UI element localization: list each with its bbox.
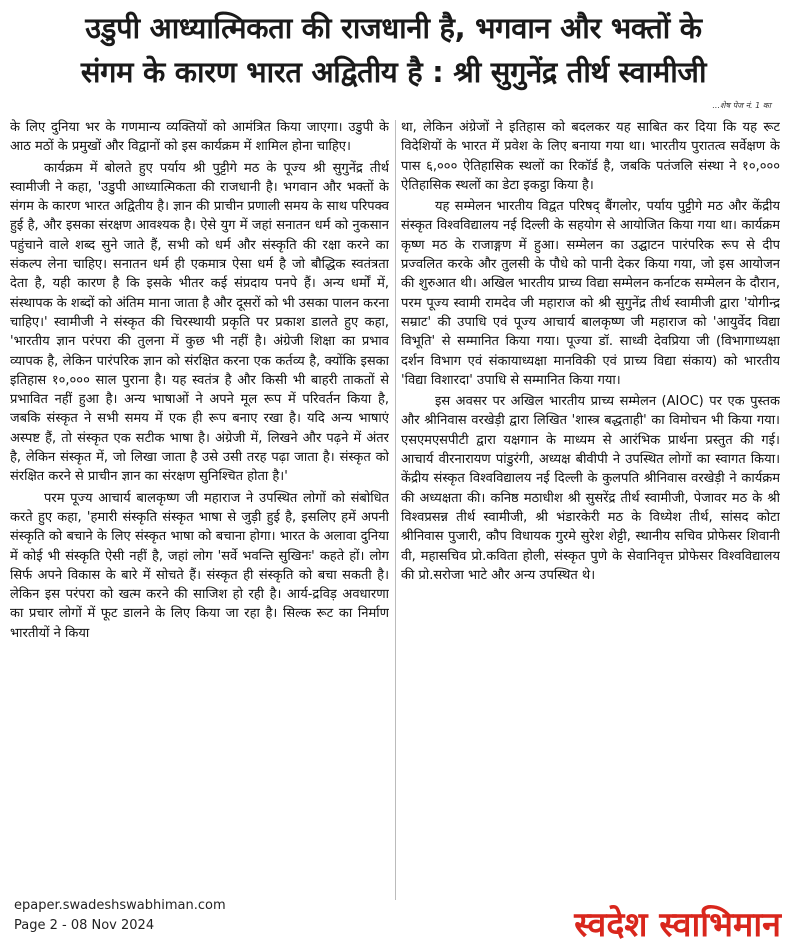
page-date: Page 2 - 08 Nov 2024 <box>14 918 155 933</box>
left-column <box>10 118 389 903</box>
left-paragraph-3: परम पूज्य आचार्य बालकृष्ण जी महाराज ने उपस्थित लोगों को संबोधित करते हुए कहा, 'हमारी संस्कृति संस्कृत भाषा से जुड़ी हुई है, इसलिए हमें अपनी संस्कृति को बचाने के लिए संस्कृत भाषा को बचाना होगा। भारत के अलावा दुनिया में कोई भी संस्कृति ऐसी नहीं है, जहां लोग 'सर्वे भवन्ति सुखिनः' कहते हों। लोग सिर्फ अपने विकास के बारे में सोचते हैं। संस्कृत ही संस्कृति को बचा सकती है। लेकिन इस परंपरा को खत्म करने की साजिश हो रही है। आर्य-द्रविड़ अवधारणा का प्रचार लोगों में फूट डालने के लिए किया जा रहा है। सिल्क रूट का निर्माण भारतीयों ने किया <box>10 490 389 641</box>
right-paragraph-2: यह सम्मेलन भारतीय विद्वत परिषद् बैंगलोर, पर्याय पुट्टीगे मठ और केंद्रीय संस्कृत विश्वविद्यालय नई दिल्ली के सहयोग से आयोजित किया गया था। कार्यक्रम कृष्ण मठ के राजाङ्गण में हुआ। सम्मेलन का उद्घाटन पारंपरिक रूप से दीप प्रज्वलित करके और तुलसी के पौधे को पानी देकर किया गया, जो इस आयोजन की शुरुआत थी। अखिल भारतीय प्राच्य विद्या सम्मेलन कर्नाटक सम्मेलन के दौरान, परम पूज्य स्वामी रामदेव जी महाराज को श्री सुगुनेंद्र तीर्थ स्वामीजी द्वारा 'योगीन्द्र सम्राट' की उपाधि एवं पूज्य आचार्य बालकृष्ण जी महाराज को 'आयुर्वेद विद्या विभूति' से सम्मानित किया गया। पूज्या डॉ. साध्वी देवप्रिया जी (विभागाध्यक्षा दर्शन विभाग एवं संकायाध्यक्षा मानविकी एवं प्राच्य विद्या संकाय) को भारतीय 'विद्या विशारदा' उपाधि से सम्मानित किया गया। <box>401 199 780 388</box>
right-paragraph-3: इस अवसर पर अखिल भारतीय प्राच्य सम्मेलन (AIOC) पर एक पुस्तक और श्रीनिवास वरखेड़ी द्वारा लिखित 'शास्त्र बद्धताही' का विमोचन भी किया गया। एसएमएसपीटी द्वारा यक्षगान के माध्यम से आरंभिक प्रार्थना प्रस्तुत की गई। आचार्य वीरनारायण पांडुरंगी, अध्यक्ष बीवीपी ने उपस्थित लोगों का स्वागत किया। केंद्रीय संस्कृत विश्वविद्यालय नई दिल्ली के कुलपति श्रीनिवास वरखेड़ी ने कार्यक्रम की अध्यक्षता की। कनिष्ठ मठाधीश श्री सुसरेंद्र तीर्थ स्वामीजी, पेजावर मठ के श्री विश्वप्रसन्न तीर्थ स्वामीजी, श्री भंडारकेरी मठ के विध्येश तीर्थ, सांसद कोटा श्रीनिवास पुजारी, कौप विधायक गुरमे सुरेश शेट्टी, स्थानीय सचिव प्रोफेसर शिवानी वी, महासचिव प्रो.कविता होली, संस्कृत पुणे के सेवानिवृत्त प्रोफेसर विश्वविद्यालय की प्रो.सरोजा भाटे और अन्य उपस्थित थे। <box>401 394 780 583</box>
left-paragraph-1: के लिए दुनिया भर के गणमान्य व्यक्तियों को आमंत्रित किया जाएगा। उडुपी के आठ मठों के प्रमुखों और विद्वानों को इस कार्यक्रम में शामिल होना चाहिए। <box>10 120 389 155</box>
right-paragraph-1: था, लेकिन अंग्रेजों ने इतिहास को बदलकर यह साबित कर दिया कि यह रूट विदेशियों के भारत में प्रवेश के लिए बनाया गया था। भारतीय पुरातत्व सर्वेक्षण के पास ६,००० ऐतिहासिक स्थलों का रिकॉर्ड है, जबकि पतंजलि संस्था ने १०,००० ऐतिहासिक स्थलों का डेटा इकट्ठा किया है। <box>401 120 780 193</box>
column-divider <box>395 120 396 900</box>
headline-line-2: संगम के कारण भारत अद्वितीय है : श्री सुगुनेंद्र तीर्थ स्वामीजी <box>80 55 707 89</box>
continued-note: ...शेष पेज नं. 1 का <box>712 101 771 110</box>
article-columns <box>10 118 780 903</box>
epaper-url[interactable]: epaper.swadeshswabhiman.com <box>14 898 226 913</box>
newspaper-masthead-logo: स्वदेश स्वाभिमान <box>574 905 781 945</box>
left-paragraph-2: कार्यक्रम में बोलते हुए पर्याय श्री पुट्टीगे मठ के पूज्य श्री सुगुनेंद्र तीर्थ स्वामीजी ने कहा, 'उडुपी आध्यात्मिकता की राजधानी है। भगवान और भक्तों के संगम के कारण भारत अद्वितीय है। ज्ञान की प्राचीन प्रणाली समय के साथ परिपक्व हुई है, और इसका संरक्षण आवश्यक है। ऐसे युग में जहां सनातन धर्म को नुकसान पहुंचाने वाले शब्द सुने जाते हैं, सभी को धर्म और संस्कृति की रक्षा करने का संकल्प लेना चाहिए। सनातन धर्म ही एकमात्र ऐसा धर्म है जो बौद्धिक स्वतंत्रता देता है, यही कारण है कि इसके भीतर कई संप्रदाय पनपे हैं। अन्य धर्मों में, संस्थापक के शब्दों को अंतिम माना जाता है और दूसरों को भी उसका पालन करना चाहिए।' स्वामीजी ने संस्कृत की चिरस्थायी प्रकृति पर प्रकाश डालते हुए कहा, 'भारतीय ज्ञान परंपरा की तुलना में कुछ भी नहीं है। अंग्रेजी शिक्षा का प्रभाव व्यापक है, लेकिन पारंपरिक ज्ञान को संरक्षित करना एक कर्तव्य है, क्योंकि इसका इतिहास १०,००० साल पुराना है। यह स्वतंत्र है और किसी भी बाहरी ताकतों से प्रभावित नहीं हुआ है। अन्य भाषाओं ने अपने मूल रूप में परिवर्तन किया है, जबकि संस्कृत ने सभी समय में एक ही रूप बनाए रखा है। यदि अन्य भाषाएं अस्पष्ट हैं, तो संस्कृत एक सटीक भाषा है। अंग्रेजी में, लिखने और पढ़ने में अंतर है, लेकिन संस्कृत में, जो लिखा जाता है उसे उसी तरह पढ़ा जाता है। संस्कृत को संरक्षित करने से प्राचीन ज्ञान का संरक्षण सुनिश्चित होता है।' <box>10 160 389 485</box>
headline <box>0 6 787 94</box>
right-column <box>401 118 780 903</box>
headline-line-1: उडुपी आध्यात्मिकता की राजधानी है, भगवान और भक्तों के <box>85 11 702 45</box>
